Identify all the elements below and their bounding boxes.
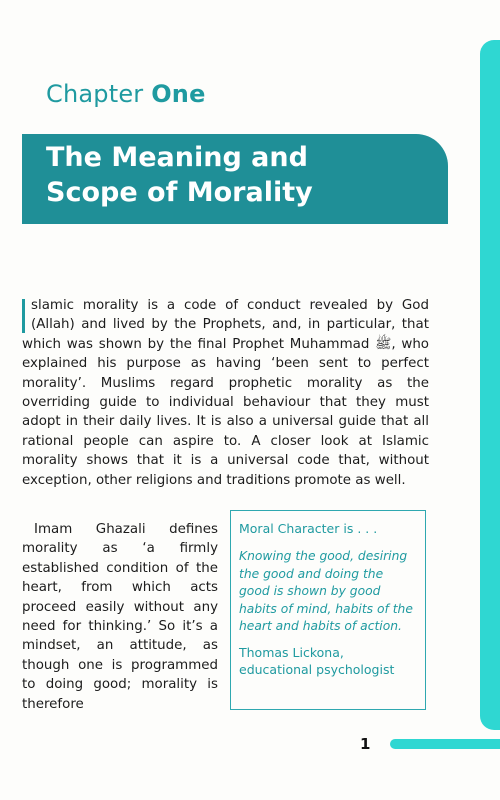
intro-paragraph-text: slamic morality is a code of conduct revealed by God (Allah) and lived by the Prophets, and, in particular, that which was shown by the final Prophet Muhammad ﷺ, who explained his purpose as having ‘been sent to perfect morality’. Muslims regard prophetic morality as the overriding guide to individual behaviour that they must adopt in their daily lives. It is also a universal guide that all rational people can aspire to. A closer look at Islamic morality shows that it is a universal code that, without exception, other religions and traditions promote as well. (22, 298, 429, 488)
title-banner (22, 134, 448, 224)
page-number: 1 (360, 735, 371, 753)
title-line-1: The Meaning and (46, 142, 308, 173)
chapter-number: One (151, 80, 206, 108)
callout-quote: Knowing the good, desiring the good and doing the good is shown by good habits of mind, habits of the heart and habits of action. (239, 549, 413, 634)
callout-heading: Moral Character is . . . (239, 521, 378, 536)
page-tab-bar (390, 739, 500, 749)
drop-cap-bar (22, 299, 25, 333)
intro-paragraph (22, 296, 429, 490)
chapter-title (46, 140, 313, 210)
callout-box (230, 510, 426, 710)
callout-author: Thomas Lickona, educational psychologist (239, 644, 395, 678)
chapter-prefix: Chapter (46, 80, 144, 108)
chapter-label (46, 80, 206, 108)
edge-tab-strip (480, 40, 500, 730)
ghazali-paragraph: Imam Ghazali defines morality as ‘a firmly established condition of the heart, from which acts proceed easily without any need for thinking.’ So it’s a mindset, an attitude, as though one is programmed to doing good; morality is therefore (22, 522, 218, 712)
title-line-2: Scope of Morality (46, 177, 313, 208)
